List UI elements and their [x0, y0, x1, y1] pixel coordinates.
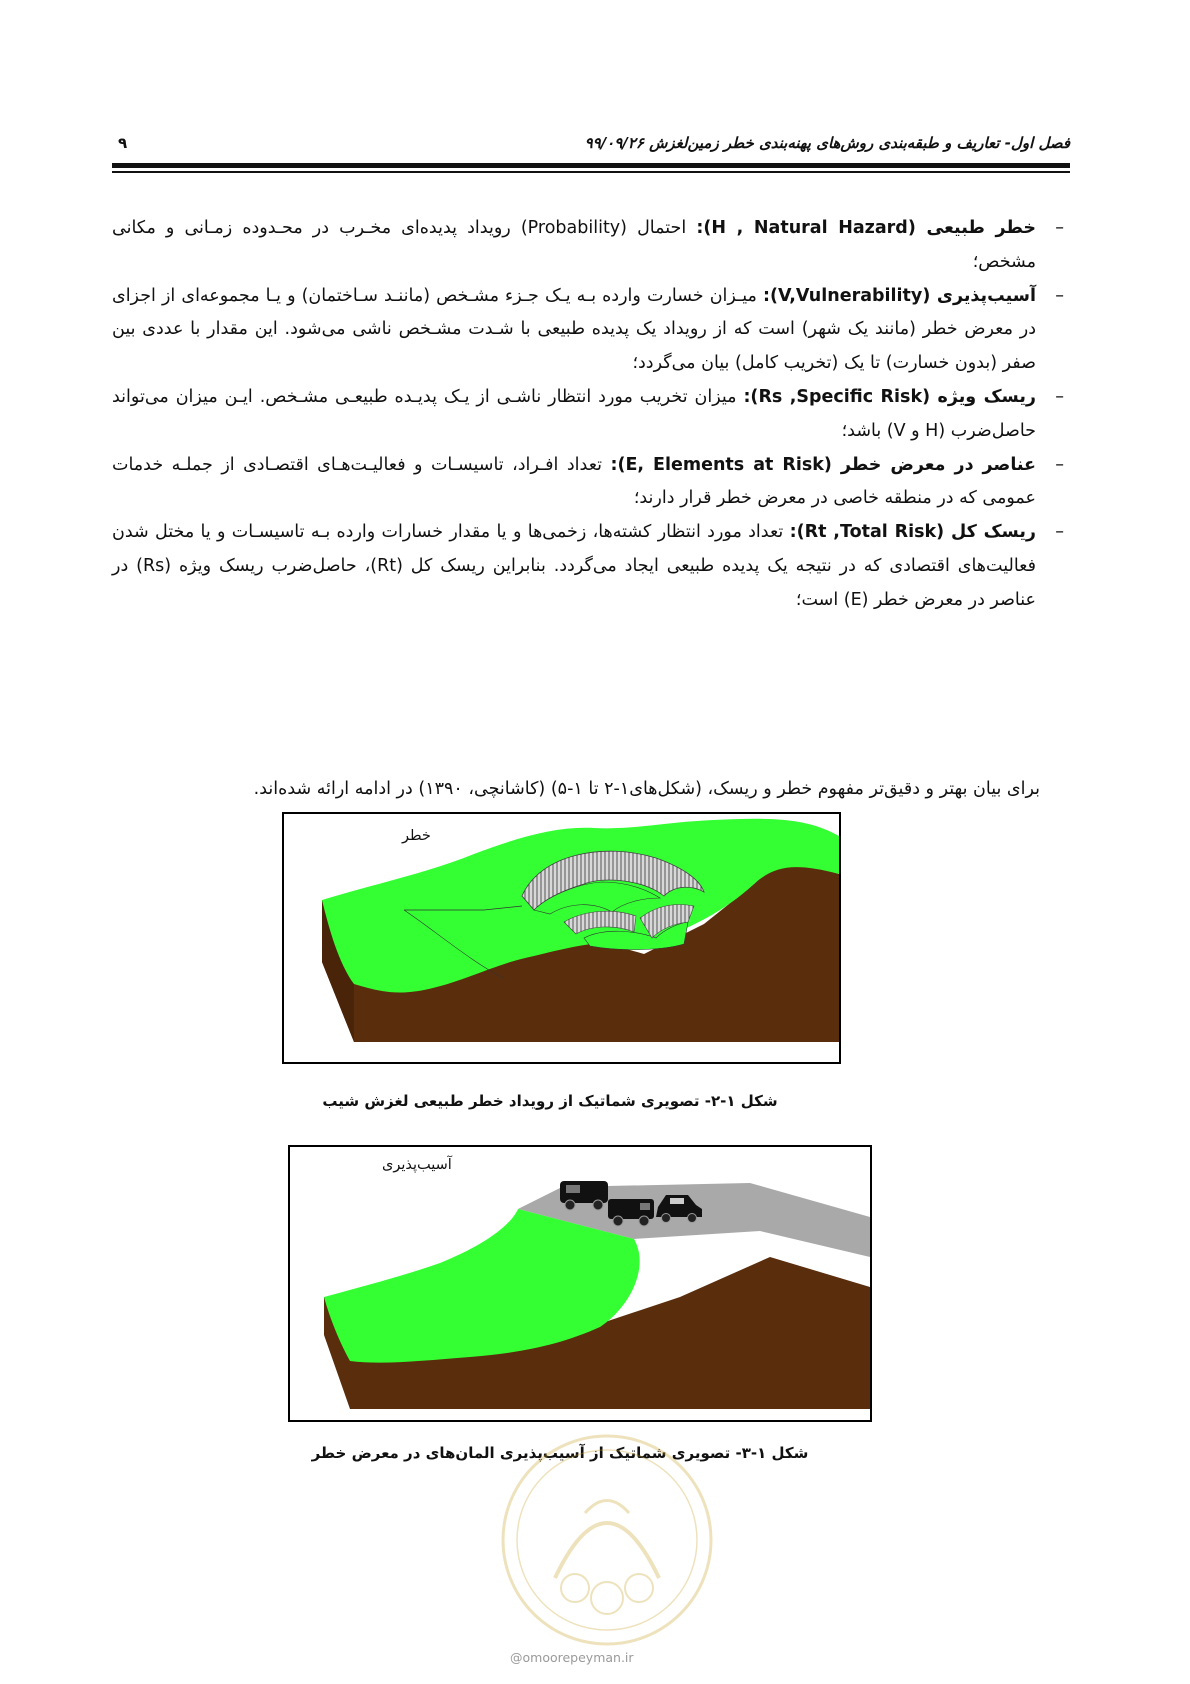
definition-text: میـزان خسارت وارده بـه یـک جـزء مشـخص (ماننـد سـاختمان) و یـا مجموعه‌ای از اجزای در معرض خطر (مانند یک شهر) است که از رویداد یک پدیده طبیعی با شـدت مشـخص ناشی می‌شود. این مقدار با عددی بین صفر (بدون خسارت) تا یک (تخریب کامل) بیان می‌گردد؛ — [112, 285, 1036, 374]
header-rule-thin — [112, 171, 1070, 173]
definition-term: خطر طبیعی (H , Natural Hazard): — [696, 218, 1036, 238]
definition-text: میزان تخریب مورد انتظار ناشـی از یـک پدیـده طبیعـی مشـخص. ایـن میزان می‌تواند حاصل‌ضرب (H و V) باشد؛ — [112, 386, 1036, 441]
bullet-dash: – — [1055, 454, 1064, 475]
definition-text: تعداد افـراد، تاسیسـات و فعالیـت‌هـای اقتصـادی از جملـه خدمات عمومی که در منطقه خاصی در معرض خطر قرار دارند؛ — [112, 454, 1036, 509]
definition-text: تعداد مورد انتظار کشته‌ها، زخمی‌ها و یا مقدار خسارات وارده بـه تاسیسـات و یا مختل شدن فعالیت‌های اقتصادی که در نتیجه یک پدیده طبیعی ایجاد می‌گردد. بنابراین ریسک کل (Rt)، حاصل‌ضرب ریسک ویژه (Rs) در عناصر در معرض خطر (E) است؛ — [112, 522, 1036, 610]
definition-item — [112, 381, 1064, 449]
bullet-dash: – — [1055, 285, 1064, 306]
definition-item — [112, 449, 1064, 517]
figure-caption: شکل ۱-۲- تصویری شماتیک از رویداد خطر طبیعی لغزش شیب — [322, 1092, 778, 1110]
definitions-list — [112, 212, 1064, 618]
bullet-dash: – — [1055, 522, 1064, 543]
figure-label: آسیب‌پذیری — [382, 1157, 452, 1173]
definition-term: ریسک ویژه (Rs ,Specific Risk): — [743, 386, 1036, 407]
definition-text: احتمال (Probability) رویداد پدیده‌ای مخـرب در محـدوده زمـانی و مکانی مشخص؛ — [112, 218, 1036, 272]
definition-term: آسیب‌پذیری (V,Vulnerability): — [762, 285, 1036, 306]
definition-term: عناصر در معرض خطر (E, Elements at Risk): — [610, 454, 1036, 475]
figure-hazard — [282, 812, 841, 1064]
watermark-url: @omoorepeyman.ir — [510, 1650, 634, 1665]
running-title: فصل اول- تعاریف و طبقه‌بندی روش‌های پهنه‌بندی خطر زمین‌لغزش ۹۹/۰۹/۲۶ — [584, 134, 1070, 152]
vulnerability-illustration — [290, 1147, 870, 1420]
intro-paragraph — [140, 773, 1040, 806]
landslide-illustration — [284, 814, 839, 1062]
definition-item — [112, 280, 1064, 381]
figure-label: خطر — [402, 828, 431, 844]
watermark-seal-icon — [495, 1428, 720, 1653]
page-header — [112, 128, 1070, 168]
definition-term: ریسک کل (Rt ,Total Risk): — [789, 522, 1036, 543]
figure-caption: شکل ۱-۳- تصویری شماتیک از آسیب‌پذیری المان‌های در معرض خطر — [311, 1444, 809, 1462]
bullet-dash: – — [1055, 218, 1064, 238]
definition-item — [112, 212, 1064, 280]
page-number: ۹ — [118, 134, 128, 152]
intro-text: برای بیان بهتر و دقیق‌تر مفهوم خطر و ریسک، (شکل‌های۱-۲ تا ۱-۵) (کاشانچی، ۱۳۹۰) در ادامه ارائه شده‌اند. — [253, 779, 1040, 799]
figure-vulnerability — [288, 1145, 872, 1422]
header-rule — [112, 163, 1070, 168]
definition-item — [112, 516, 1064, 617]
bullet-dash: – — [1055, 386, 1064, 407]
